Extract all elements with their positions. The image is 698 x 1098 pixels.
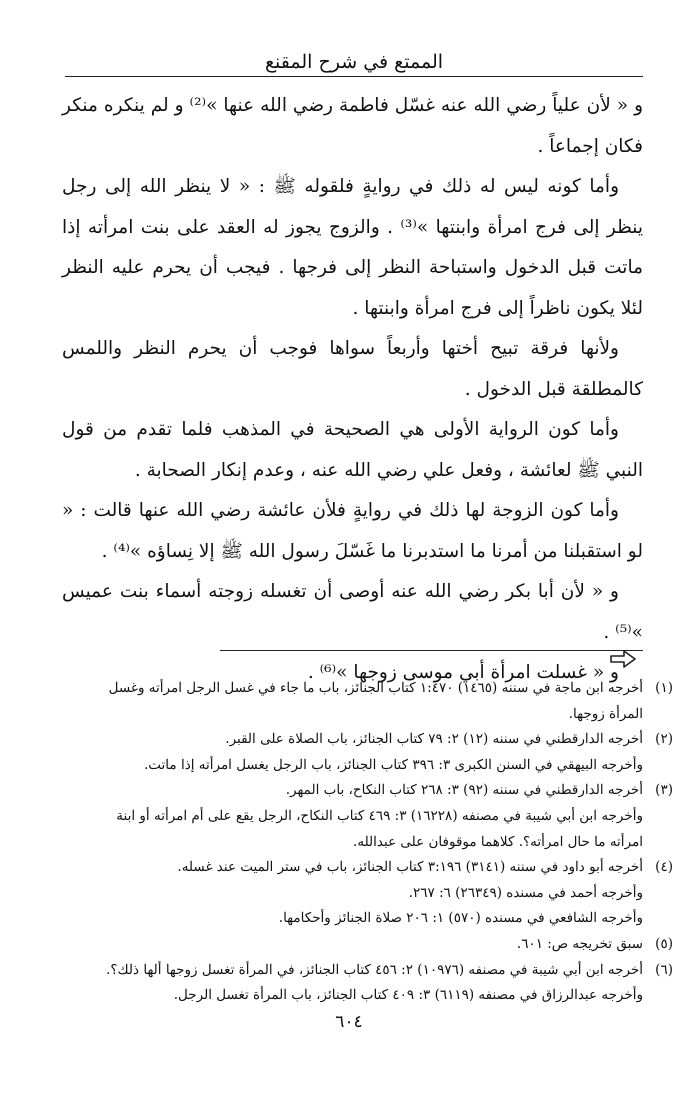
body-paragraph: و « لأن أبا بكر رضي الله عنه أوصى أن تغسله زوجته أسماء بنت عميس »⁽⁵⁾ .: [62, 581, 643, 643]
footnote-divider: [220, 650, 643, 651]
footnote-line: سبق تخريجه ص: ٦٠١.: [516, 935, 643, 952]
footnote-number: (٥): [655, 935, 673, 952]
footnote-number: (٢): [655, 731, 673, 748]
footnote-line: أخرجه الدارقطني في سننه (١٢) ٢: ٧٩ كتاب الجنائز، باب الصلاة على القبر.: [225, 731, 643, 748]
footnote-line: أخرجه أبو داود في سننه (٣١٤١) ٣:١٩٦ كتاب الجنائز، باب في ستر الميت عند غسله.: [177, 859, 643, 876]
footnote-line: امرأته ما حال امرأته؟. كلاهما موقوفان على عبدالله.: [353, 833, 643, 850]
running-header: الممتع في شرح المقنع: [264, 51, 444, 73]
footnote-line: أخرجه ابن ماجة في سننه (١٤٦٥) ١:٤٧٠ كتاب الجنائز، باب ما جاء في غسل الرجل امرأته وغسل: [108, 680, 643, 696]
header-divider: [65, 76, 643, 77]
footnote-line: أخرجه ابن أبي شيبة في مصنفه (١٠٩٧٦) ٢: ٤٥٦ كتاب الجنائز، في المرأة تغسل زوجها ألها ذلك؟.: [106, 961, 643, 978]
footnote-number: (٣): [655, 782, 673, 799]
footnote-line: المرأة زوجها.: [568, 705, 643, 722]
footnote-number: (٤): [655, 859, 673, 876]
footnote: [45, 958, 673, 1009]
footnote: [45, 855, 673, 932]
footnote-line: وأخرجه أحمد في مسنده (٢٦٣٤٩) ٦: ٢٦٧.: [408, 884, 643, 901]
page-number: ٦٠٤: [335, 1012, 363, 1032]
footnote-number: (٦): [655, 961, 673, 978]
body-paragraph: ولأنها فرقة تبيح أختها وأربعاً سواها فوجب أن يحرم النظر واللمس كالمطلقة قبل الدخول .: [62, 338, 643, 400]
right-arrow-icon: [610, 650, 636, 668]
body-paragraph: و « غسلت امرأة أبي موسى زوجها »⁽⁶⁾ .: [307, 662, 619, 683]
footnote-line: وأخرجه الشافعي في مسنده (٥٧٠) ١: ٢٠٦ صلاة الجنائز وأحكامها.: [278, 910, 643, 927]
body-paragraph: وأما كونه ليس له ذلك في روايةٍ فلقوله ﷺ : « لا ينظر الله إلى رجل ينظر إلى فرج امرأة وابنتها »⁽³⁾ . والزوج يجوز له العقد على بنت امرأته إذا ماتت قبل الدخول واستباحة النظر إلى فرجها . فيجب أن يحرم عليه النظر لئلا يكون ناظراً إلى فرج امرأة وابنتها .: [62, 176, 643, 319]
footnote: [45, 727, 673, 778]
body-paragraph: وأما كون الزوجة لها ذلك في روايةٍ فلأن عائشة رضي الله عنها قالت : « لو استقبلنا من أمرنا ما استدبرنا ما غَسّلَ رسول الله ﷺ إلا نِساؤه »⁽⁴⁾ .: [62, 500, 643, 562]
footnote-line: وأخرجه عبدالرزاق في مصنفه (٦١١٩) ٣: ٤٠٩ كتاب الجنائز، باب المرأة تغسل الرجل.: [173, 987, 643, 1004]
footnote-line: أخرجه الدارقطني في سننه (٩٢) ٣: ٢٦٨ كتاب النكاح، باب المهر.: [285, 782, 643, 799]
main-text: [62, 86, 643, 694]
body-paragraph: و « لأن علياً رضي الله عنه غسّل فاطمة رضي الله عنها »⁽²⁾ و لم ينكره منكر فكان إجماعاً .: [62, 95, 643, 157]
footnotes: [45, 676, 673, 1009]
body-paragraph: وأما كون الرواية الأولى هي الصحيحة في المذهب فلما تقدم من قول النبي ﷺ لعائشة ، وفعل علي رضي الله عنه ، وعدم إنكار الصحابة .: [62, 419, 643, 481]
footnote: [45, 932, 673, 958]
footnote: [45, 778, 673, 855]
footnote: [45, 676, 673, 727]
footnote-number: (١): [655, 680, 673, 696]
footnote-line: وأخرجه ابن أبي شيبة في مصنفه (١٦٢٢٨) ٣: ٤٦٩ كتاب النكاح، الرجل يقع على أم امرأته أو ابنة: [116, 807, 643, 824]
footnote-line: وأخرجه البيهقي في السنن الكبرى ٣: ٣٩٦ كتاب الجنائز، باب الرجل يغسل امرأته إذا ماتت.: [144, 756, 643, 773]
